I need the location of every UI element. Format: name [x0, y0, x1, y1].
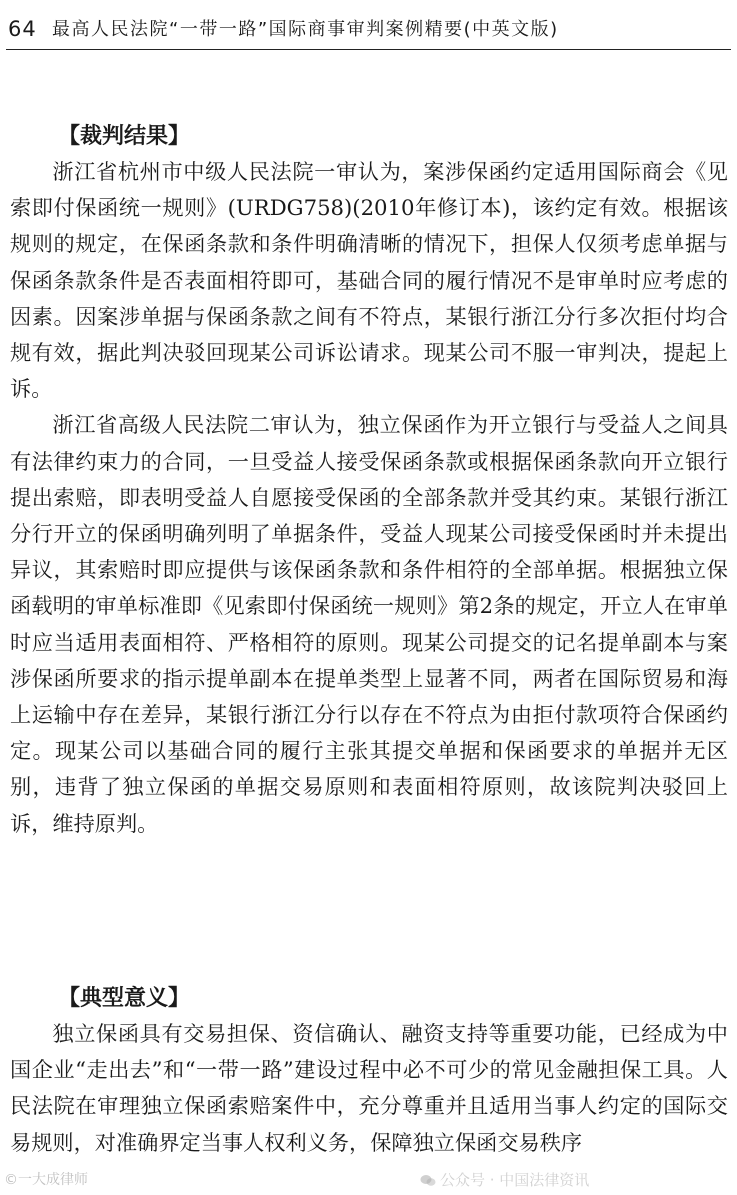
significance-section — [10, 983, 728, 1161]
header-divider — [6, 49, 731, 50]
judgment-paragraph-second-instance: 浙江省高级人民法院二审认为，独立保函作为开立银行与受益人之间具有法律约束力的合同，一旦受益人接受保函条款或根据保函条款向开立银行提出索赔，即表明受益人自愿接受保函的全部条款并受其约束。某银行浙江分行开立的保函明确列明了单据条件，受益人现某公司接受保函时并未提出异议，其索赔时即应提供与该保函条款和条件相符的全部单据。根据独立保函载明的审单标准即《见索即付保函统一规则》第2条的规定，开立人在审单时应当适用表面相符、严格相符的原则。现某公司提交的记名提单副本与案涉保函所要求的指示提单副本在提单类型上显著不同，两者在国际贸易和海上运输中存在差异，某银行浙江分行以存在不符点为由拒付款项符合保函约定。现某公司以基础合同的履行主张其提交单据和保函要求的单据并无区别，违背了独立保函的单据交易原则和表面相符原则，故该院判决驳回上诉，维持原判。 — [10, 412, 728, 836]
page-number: 64 — [8, 17, 37, 41]
watermark-right-text: 公众号 · 中国法律资讯 — [440, 1171, 590, 1189]
judgment-paragraph-first-instance: 浙江省杭州市中级人民法院一审认为，案涉保函约定适用国际商会《见索即付保函统一规则》(URDG758)(2010年修订本)，该约定有效。根据该规则的规定，在保函条款和条件明确清晰的情况下，担保人仅须考虑单据与保函条款条件是否表面相符即可，基础合同的履行情况不是审单时应考虑的因素。因案涉单据与保函条款之间有不符点，某银行浙江分行多次拒付均合规有效，据此判决驳回现某公司诉讼请求。现某公司不服一审判决，提起上诉。 — [10, 159, 728, 402]
section-heading-significance: 【典型意义】 — [58, 985, 191, 1011]
page-header — [0, 0, 737, 46]
judgment-section — [10, 121, 728, 842]
watermark-right — [420, 1172, 589, 1188]
wechat-icon — [420, 1174, 436, 1187]
running-title: 最高人民法院“一带一路”国际商事审判案例精要(中英文版) — [52, 19, 559, 40]
watermark — [0, 1160, 737, 1195]
watermark-left-text: ©一大成律师 — [4, 1172, 88, 1188]
section-heading-judgment: 【裁判结果】 — [58, 123, 191, 149]
significance-paragraph: 独立保函具有交易担保、资信确认、融资支持等重要功能，已经成为中国企业“走出去”和“一带一路”建设过程中必不可少的常见金融担保工具。人民法院在审理独立保函索赔案件中，充分尊重并且适用当事人约定的国际交易规则，对准确界定当事人权利义务，保障独立保函交易秩序 — [10, 1021, 728, 1155]
